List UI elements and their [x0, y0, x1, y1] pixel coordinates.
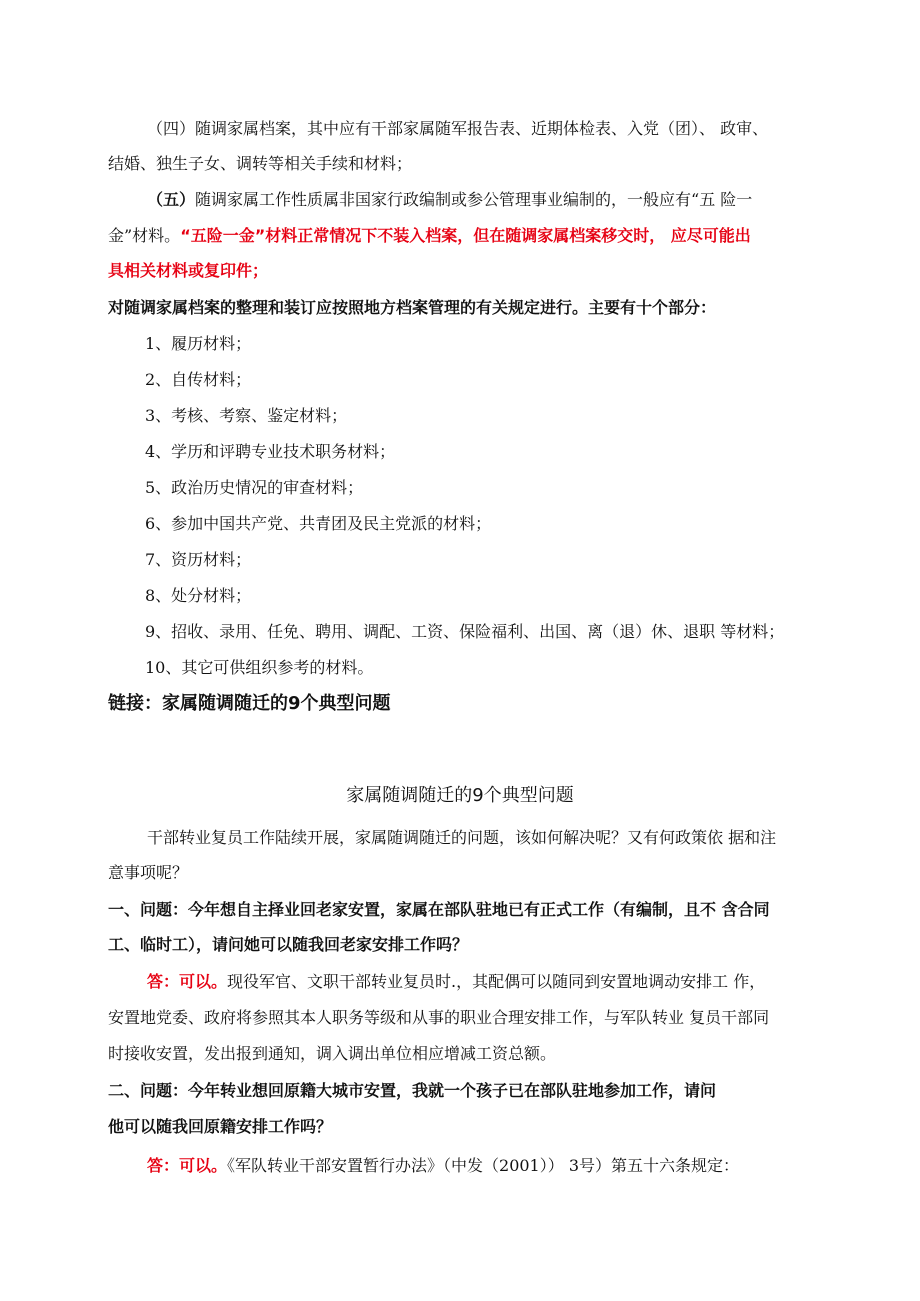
- answer-1-line-2: 安置地党委、政府将参照其本人职务等级和从事的职业合理安排工作，与军队转业 复员干部同: [108, 1008, 770, 1027]
- section-five-line-1: [147, 189, 752, 211]
- section-four-line-2: 结婚、独生子女、调转等相关手续和材料；: [108, 154, 413, 173]
- article-intro-line-2: 意事项呢？: [108, 863, 189, 882]
- answer-1-label: 答：可以。: [147, 972, 228, 991]
- list-item: 5、政治历史情况的审查材料；: [145, 478, 364, 497]
- answer-1-line-3: 时接收安置，发出报到通知，调入调出单位相应增减工资总额。: [108, 1044, 557, 1063]
- section-five-line-3: 具相关材料或复印件；: [108, 261, 269, 280]
- question-2-line-2: 他可以随我回原籍安排工作吗？: [108, 1117, 333, 1136]
- list-item: 3、考核、考察、鉴定材料；: [145, 406, 348, 425]
- section-five-line-2-red: “五险一金”材料正常情况下不装入档案，但在随调家属档案移交时， 应尽可能出: [180, 226, 751, 245]
- section-four-line-1: （四）随调家属档案，其中应有干部家属随军报告表、近期体检表、入党（团）、 政审、: [147, 119, 769, 138]
- list-item: 7、资历材料；: [145, 550, 252, 569]
- list-item: 2、自传材料；: [145, 370, 252, 389]
- list-item: 10、其它可供组织参考的材料。: [145, 658, 374, 677]
- section-five-text: 随调家属工作性质属非国家行政编制或参公管理事业编制的，一般应有“五 险一: [195, 190, 753, 209]
- list-item: 6、参加中国共产党、共青团及民主党派的材料；: [145, 514, 492, 533]
- list-item: 1、履历材料；: [145, 334, 252, 353]
- answer-2-label: 答：可以。: [147, 1156, 228, 1175]
- archive-intro-heading: 对随调家属档案的整理和装订应按照地方档案管理的有关规定进行。主要有十个部分：: [108, 298, 717, 317]
- list-item: 4、学历和评聘专业技术职务材料；: [145, 442, 396, 461]
- question-2-line-1: 二、问题：今年转业想回原籍大城市安置，我就一个孩子已在部队驻地参加工作，请问: [108, 1081, 717, 1100]
- section-five-label: （五）: [147, 190, 196, 209]
- answer-1-line-1: [147, 971, 765, 993]
- answer-2-text: 《军队转业干部安置暂行办法》（中发（2001）） 3号）第五十六条规定：: [227, 1156, 740, 1175]
- section-five-line-2-black: 金”材料。: [108, 226, 181, 245]
- related-link[interactable]: 链接：家属随调随迁的9个典型问题: [108, 693, 391, 714]
- answer-2-line-1: [147, 1155, 739, 1177]
- list-item: 9、招收、录用、任免、聘用、调配、工资、保险福利、出国、离（退）休、退职 等材料；: [145, 622, 785, 641]
- article-title: 家属随调随迁的9个典型问题: [346, 785, 574, 806]
- list-item: 8、处分材料；: [145, 586, 252, 605]
- article-intro-line-1: 干部转业复员工作陆续开展，家属随调随迁的问题，该如何解决呢？又有何政策依 据和注: [147, 828, 777, 847]
- section-five-line-2: [108, 225, 751, 247]
- question-1-line-1: 一、问题：今年想自主择业回老家安置，家属在部队驻地已有正式工作（有编制，且不 含合同: [108, 900, 770, 919]
- answer-1-text: 现役军官、文职干部转业复员时.，其配偶可以随同到安置地调动安排工 作，: [227, 972, 766, 991]
- question-1-line-2: 工、临时工），请问她可以随我回老家安排工作吗？: [108, 935, 469, 954]
